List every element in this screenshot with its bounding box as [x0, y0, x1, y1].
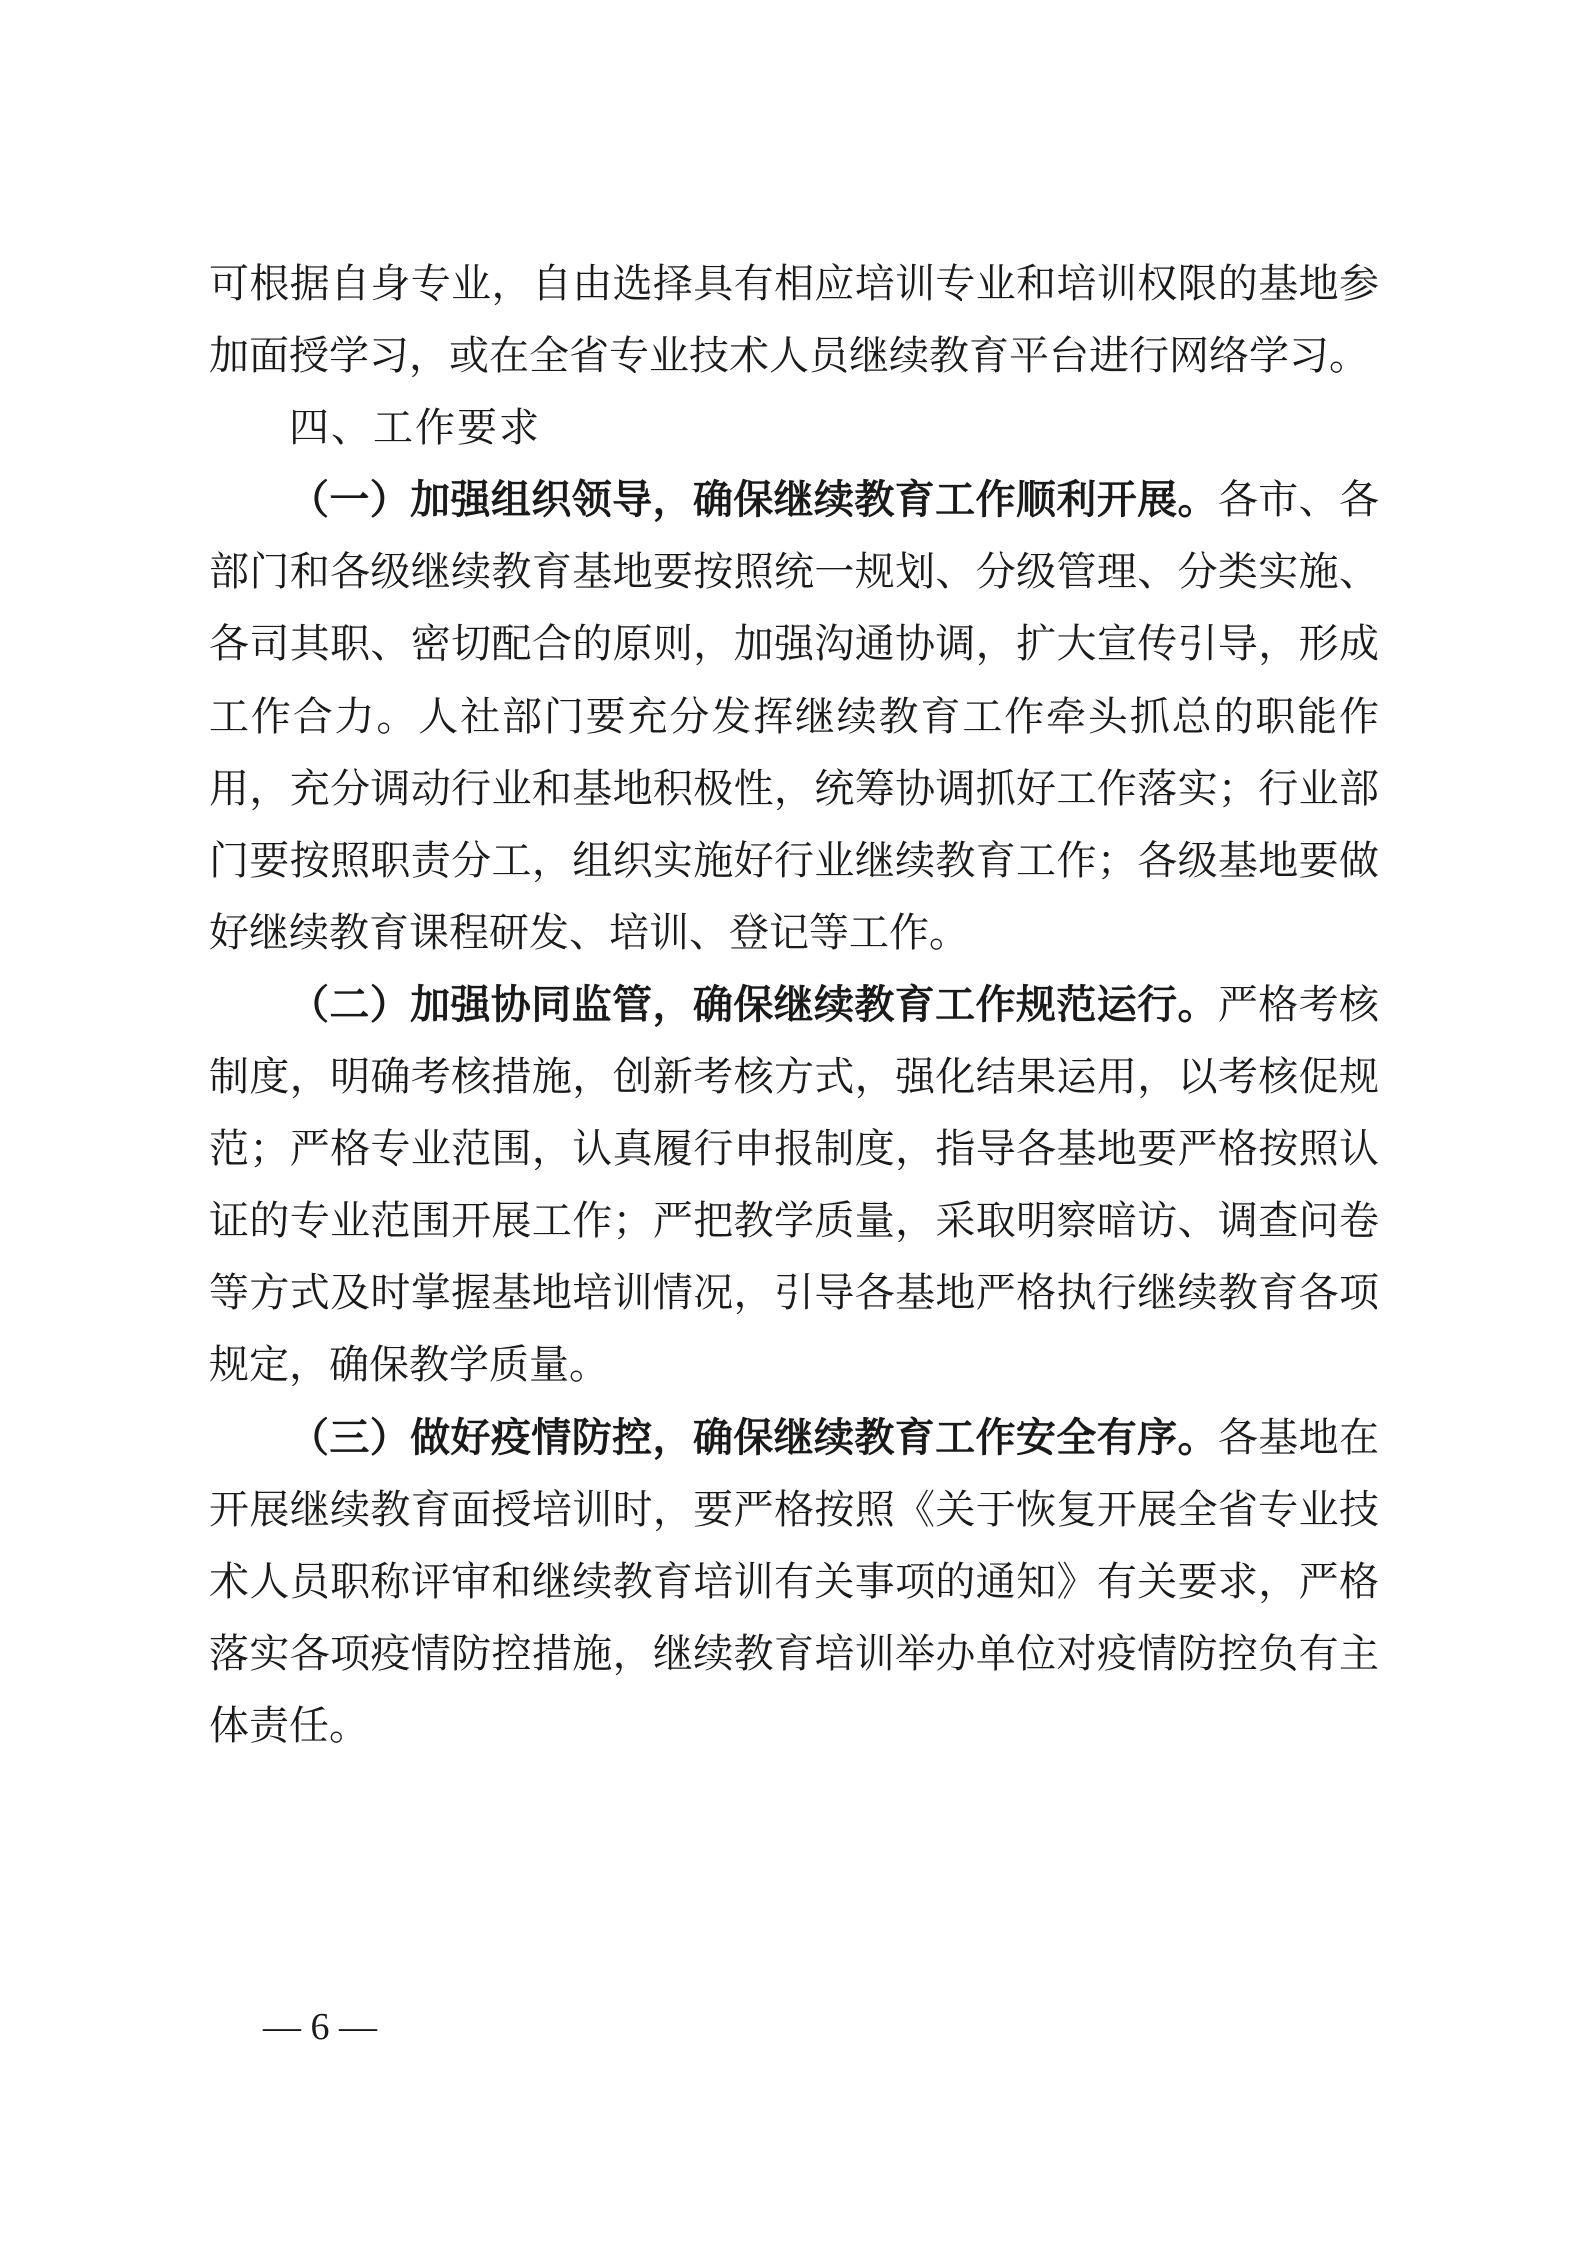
item-paragraph-2	[209, 969, 1379, 1402]
item-lead-2: （二）加强协同监管，确保继续教育工作规范运行。	[289, 980, 1218, 1028]
item-lead-1: （一）加强组织领导，确保继续教育工作顺利开展。	[289, 476, 1218, 524]
item-body-3: 各基地在开展继续教育面授培训时，要严格按照《关于恢复开展全省专业技术人员职称评审和继续教育培训有关事项的通知》有关要求，严格落实各项疫情防控措施，继续教育培训举办单位对疫情防控负有主体责任。	[209, 1414, 1380, 1749]
item-paragraph-1	[209, 464, 1379, 969]
item-body-2: 严格考核制度，明确考核措施，创新考核方式，强化结果运用，以考核促规范；严格专业范围，认真履行申报制度，指导各基地要严格按照认证的专业范围开展工作；严把教学质量，采取明察暗访、调查问卷等方式及时掌握基地培训情况，引导各基地严格执行继续教育各项规定，确保教学质量。	[209, 981, 1380, 1389]
item-lead-3: （三）做好疫情防控，确保继续教育工作安全有序。	[289, 1413, 1218, 1461]
page-number: — 6 —	[263, 2006, 377, 2048]
section-heading: 四、工作要求	[289, 405, 541, 452]
item-paragraph-3	[209, 1402, 1379, 1762]
item-body-1: 各市、各部门和各级继续教育基地要按照统一规划、分级管理、分类实施、各司其职、密切配合的原则，加强沟通协调，扩大宣传引导，形成工作合力。人社部门要充分发挥继续教育工作牵头抓总的职能作用，充分调动行业和基地积极性，统筹协调抓好工作落实；行业部门要按照职责分工，组织实施好行业继续教育工作；各级基地要做好继续教育课程研发、培训、登记等工作。	[209, 477, 1380, 956]
document-body	[209, 248, 1379, 1762]
paragraph-continuation: 可根据自身专业，自由选择具有相应培训专业和培训权限的基地参加面授学习，或在全省专业技术人员继续教育平台进行网络学习。	[209, 261, 1379, 380]
